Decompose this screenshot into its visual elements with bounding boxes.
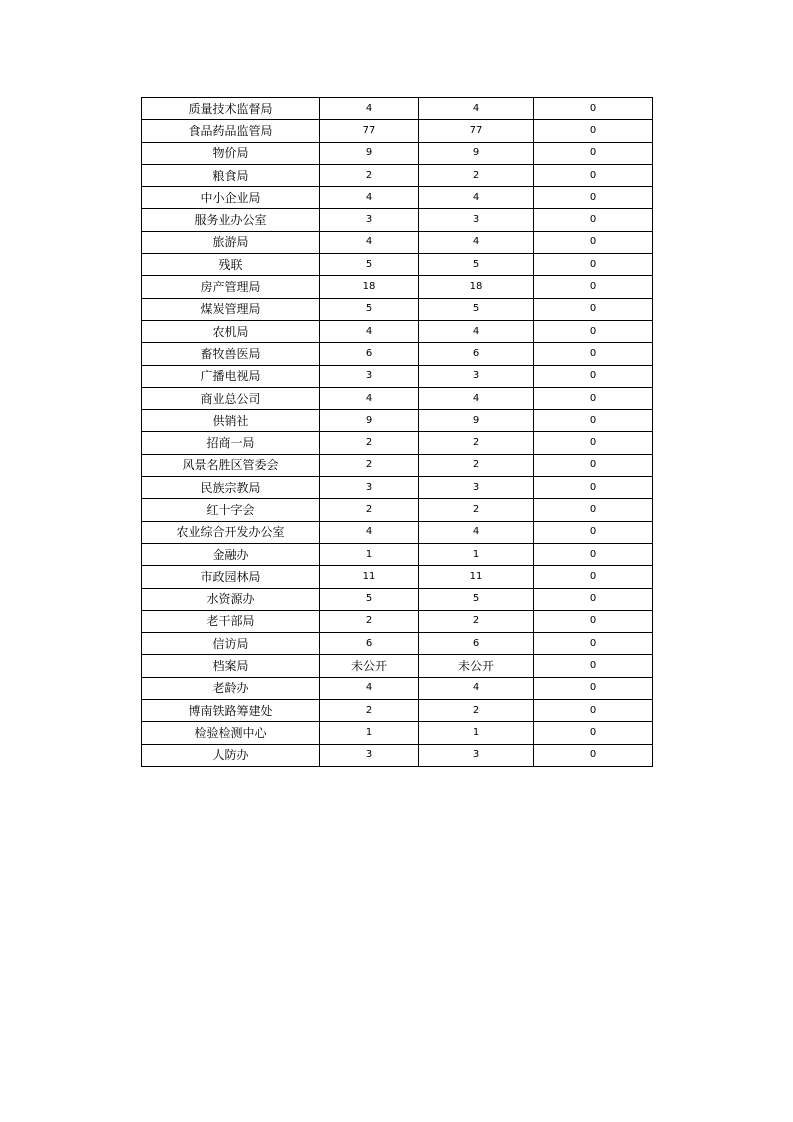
department-name-cell: 检验检测中心 — [142, 722, 320, 744]
count-cell-c: 0 — [534, 477, 653, 499]
table-row — [142, 655, 653, 677]
table-row — [142, 521, 653, 543]
department-name-cell: 水资源办 — [142, 588, 320, 610]
department-name-cell: 老干部局 — [142, 610, 320, 632]
count-cell-b: 9 — [419, 410, 534, 432]
department-name-cell: 招商一局 — [142, 432, 320, 454]
count-cell-c: 0 — [534, 209, 653, 231]
table-row — [142, 343, 653, 365]
table-row — [142, 231, 653, 253]
count-cell-a: 2 — [320, 432, 419, 454]
table-row — [142, 633, 653, 655]
count-cell-b: 3 — [419, 209, 534, 231]
count-cell-b: 6 — [419, 343, 534, 365]
count-cell-b: 5 — [419, 298, 534, 320]
count-cell-a: 4 — [320, 320, 419, 342]
count-cell-b: 5 — [419, 254, 534, 276]
department-name-cell: 供销社 — [142, 410, 320, 432]
table-row — [142, 543, 653, 565]
count-cell-a: 9 — [320, 410, 419, 432]
table-row — [142, 744, 653, 766]
count-cell-b: 3 — [419, 744, 534, 766]
department-name-cell: 红十字会 — [142, 499, 320, 521]
count-cell-a: 18 — [320, 276, 419, 298]
department-name-cell: 人防办 — [142, 744, 320, 766]
count-cell-a: 3 — [320, 744, 419, 766]
count-cell-b: 4 — [419, 98, 534, 120]
count-cell-c: 0 — [534, 387, 653, 409]
count-cell-b: 77 — [419, 120, 534, 142]
count-cell-a: 11 — [320, 566, 419, 588]
count-cell-a: 6 — [320, 343, 419, 365]
count-cell-c: 0 — [534, 454, 653, 476]
department-name-cell: 档案局 — [142, 655, 320, 677]
table-row — [142, 365, 653, 387]
count-cell-c: 0 — [534, 320, 653, 342]
table-row — [142, 276, 653, 298]
table-row — [142, 610, 653, 632]
department-name-cell: 老龄办 — [142, 677, 320, 699]
table-row — [142, 142, 653, 164]
count-cell-a: 4 — [320, 387, 419, 409]
count-cell-a: 5 — [320, 254, 419, 276]
count-cell-c: 0 — [534, 120, 653, 142]
department-name-cell: 食品药品监管局 — [142, 120, 320, 142]
table-row — [142, 588, 653, 610]
count-cell-c: 0 — [534, 722, 653, 744]
count-cell-a: 4 — [320, 521, 419, 543]
table-row — [142, 120, 653, 142]
count-cell-c: 0 — [534, 98, 653, 120]
count-cell-a: 4 — [320, 98, 419, 120]
table-row — [142, 187, 653, 209]
count-cell-b: 3 — [419, 477, 534, 499]
count-cell-c: 0 — [534, 566, 653, 588]
count-cell-c: 0 — [534, 744, 653, 766]
count-cell-a: 6 — [320, 633, 419, 655]
count-cell-b: 4 — [419, 231, 534, 253]
count-cell-c: 0 — [534, 655, 653, 677]
count-cell-b: 11 — [419, 566, 534, 588]
count-cell-c: 0 — [534, 142, 653, 164]
count-cell-b: 未公开 — [419, 655, 534, 677]
count-cell-a: 5 — [320, 298, 419, 320]
count-cell-a: 9 — [320, 142, 419, 164]
department-name-cell: 粮食局 — [142, 164, 320, 186]
count-cell-b: 5 — [419, 588, 534, 610]
count-cell-a: 2 — [320, 454, 419, 476]
count-cell-b: 9 — [419, 142, 534, 164]
count-cell-c: 0 — [534, 610, 653, 632]
department-name-cell: 金融办 — [142, 543, 320, 565]
count-cell-c: 0 — [534, 633, 653, 655]
count-cell-b: 4 — [419, 187, 534, 209]
table-row — [142, 677, 653, 699]
department-name-cell: 畜牧兽医局 — [142, 343, 320, 365]
department-name-cell: 残联 — [142, 254, 320, 276]
table-row — [142, 432, 653, 454]
department-name-cell: 农业综合开发办公室 — [142, 521, 320, 543]
table-row — [142, 410, 653, 432]
count-cell-c: 0 — [534, 276, 653, 298]
count-cell-c: 0 — [534, 410, 653, 432]
department-name-cell: 广播电视局 — [142, 365, 320, 387]
count-cell-b: 2 — [419, 432, 534, 454]
department-name-cell: 物价局 — [142, 142, 320, 164]
count-cell-a: 2 — [320, 700, 419, 722]
department-name-cell: 质量技术监督局 — [142, 98, 320, 120]
department-name-cell: 博南铁路筹建处 — [142, 700, 320, 722]
department-name-cell: 民族宗教局 — [142, 477, 320, 499]
count-cell-b: 2 — [419, 610, 534, 632]
count-cell-a: 2 — [320, 164, 419, 186]
count-cell-a: 4 — [320, 187, 419, 209]
department-name-cell: 风景名胜区管委会 — [142, 454, 320, 476]
department-name-cell: 房产管理局 — [142, 276, 320, 298]
count-cell-a: 3 — [320, 209, 419, 231]
count-cell-a: 1 — [320, 722, 419, 744]
department-name-cell: 市政园林局 — [142, 566, 320, 588]
department-name-cell: 煤炭管理局 — [142, 298, 320, 320]
count-cell-b: 2 — [419, 499, 534, 521]
table-row — [142, 209, 653, 231]
count-cell-a: 3 — [320, 477, 419, 499]
count-cell-c: 0 — [534, 298, 653, 320]
count-cell-c: 0 — [534, 343, 653, 365]
table-body — [142, 98, 653, 767]
table-row — [142, 454, 653, 476]
table-row — [142, 722, 653, 744]
count-cell-c: 0 — [534, 164, 653, 186]
department-name-cell: 旅游局 — [142, 231, 320, 253]
count-cell-b: 4 — [419, 521, 534, 543]
table-row — [142, 477, 653, 499]
count-cell-b: 2 — [419, 700, 534, 722]
count-cell-b: 4 — [419, 677, 534, 699]
count-cell-c: 0 — [534, 432, 653, 454]
table-row — [142, 164, 653, 186]
count-cell-b: 1 — [419, 543, 534, 565]
table-row — [142, 566, 653, 588]
count-cell-c: 0 — [534, 231, 653, 253]
department-name-cell: 商业总公司 — [142, 387, 320, 409]
count-cell-c: 0 — [534, 543, 653, 565]
count-cell-b: 2 — [419, 164, 534, 186]
count-cell-b: 6 — [419, 633, 534, 655]
table-row — [142, 320, 653, 342]
count-cell-a: 2 — [320, 499, 419, 521]
count-cell-a: 2 — [320, 610, 419, 632]
table-row — [142, 700, 653, 722]
table-row — [142, 499, 653, 521]
table-row — [142, 387, 653, 409]
count-cell-c: 0 — [534, 499, 653, 521]
count-cell-b: 4 — [419, 320, 534, 342]
department-name-cell: 服务业办公室 — [142, 209, 320, 231]
count-cell-a: 4 — [320, 231, 419, 253]
count-cell-b: 1 — [419, 722, 534, 744]
data-table — [141, 97, 653, 767]
count-cell-b: 2 — [419, 454, 534, 476]
department-name-cell: 中小企业局 — [142, 187, 320, 209]
count-cell-b: 3 — [419, 365, 534, 387]
count-cell-a: 5 — [320, 588, 419, 610]
table-row — [142, 298, 653, 320]
count-cell-a: 未公开 — [320, 655, 419, 677]
table-row — [142, 254, 653, 276]
count-cell-c: 0 — [534, 254, 653, 276]
department-name-cell: 信访局 — [142, 633, 320, 655]
count-cell-c: 0 — [534, 588, 653, 610]
count-cell-b: 18 — [419, 276, 534, 298]
count-cell-a: 1 — [320, 543, 419, 565]
count-cell-c: 0 — [534, 365, 653, 387]
count-cell-a: 4 — [320, 677, 419, 699]
count-cell-c: 0 — [534, 700, 653, 722]
count-cell-a: 3 — [320, 365, 419, 387]
count-cell-c: 0 — [534, 677, 653, 699]
table-row — [142, 98, 653, 120]
count-cell-a: 77 — [320, 120, 419, 142]
count-cell-c: 0 — [534, 187, 653, 209]
count-cell-c: 0 — [534, 521, 653, 543]
department-name-cell: 农机局 — [142, 320, 320, 342]
count-cell-b: 4 — [419, 387, 534, 409]
